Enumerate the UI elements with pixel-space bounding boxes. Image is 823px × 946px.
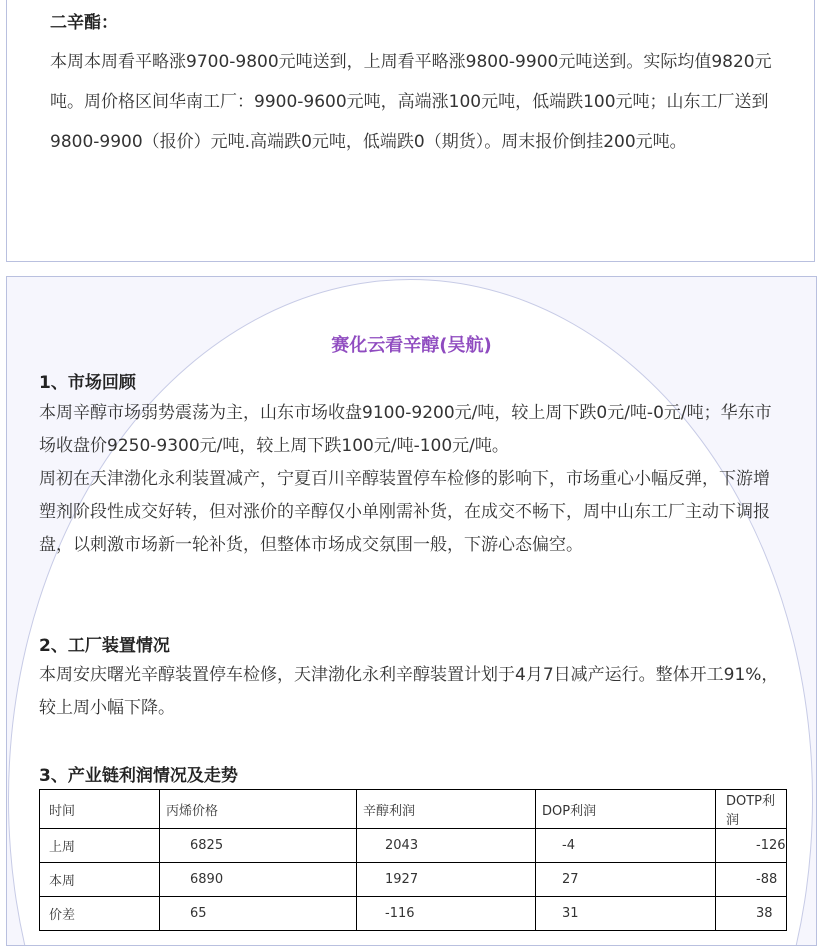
table-cell: 上周 — [40, 829, 160, 863]
dioctyl-ester-body: 本周本周看平略涨9700-9800元吨送到，上周看平略涨9800-9900元吨送到。实际均值9820元吨。周价格区间华南工厂：9900-9600元吨，高端涨100元吨，低端跌100元吨；山东工厂送到9800-9900（报价）元吨.高端跌0元吨，低端跌0（期货）。周末报价倒挂200元吨。 — [50, 52, 772, 152]
plant-status-heading: 2、工厂装置情况 — [39, 636, 170, 656]
table-cell: 价差 — [40, 897, 160, 931]
table-cell: 6890 — [160, 863, 357, 897]
table-cell: 本周 — [40, 863, 160, 897]
table-cell: 2043 — [357, 829, 536, 863]
table-cell: -116 — [357, 897, 536, 931]
table-cell: 38 — [716, 897, 787, 931]
table-cell: 1927 — [357, 863, 536, 897]
table-cell: 27 — [536, 863, 716, 897]
header-cell-dop: DOP利润 — [536, 790, 716, 829]
table-cell: 31 — [536, 897, 716, 931]
table-row — [40, 863, 787, 897]
dioctyl-ester-card — [6, 0, 815, 262]
market-review-para-2: 周初在天津渤化永利装置减产，宁夏百川辛醇装置停车检修的影响下，市场重心小幅反弹，下游增塑剂阶段性成交好转，但对涨价的辛醇仅小单刚需补货，在成交不畅下，周中山东工厂主动下调报盘，以刺激市场新一轮补货，但整体市场成交氛围一般，下游心态偏空。 — [39, 469, 770, 555]
octanol-card — [6, 276, 817, 946]
table-header-row — [40, 790, 787, 829]
header-cell-time: 时间 — [40, 790, 160, 829]
profit-table — [39, 789, 787, 931]
table-cell: -126 — [716, 829, 787, 863]
table-cell: 6825 — [160, 829, 357, 863]
dioctyl-ester-title: 二辛酯： — [50, 13, 118, 33]
market-review-heading: 1、市场回顾 — [39, 373, 136, 393]
octanol-card-title: 赛化云看辛醇(吴航) — [331, 335, 492, 356]
table-cell: 65 — [160, 897, 357, 931]
plant-status-para: 本周安庆曙光辛醇装置停车检修，天津渤化永利辛醇装置计划于4月7日减产运行。整体开工91%，较上周小幅下降。 — [39, 665, 779, 718]
profit-heading: 3、产业链利润情况及走势 — [39, 766, 238, 786]
table-cell: -88 — [716, 863, 787, 897]
market-review-para-1: 本周辛醇市场弱势震荡为主，山东市场收盘9100-9200元/吨，较上周下跌0元/吨-0元/吨；华东市场收盘价9250-9300元/吨，较上周下跌100元/吨-100元/吨。 — [39, 403, 772, 456]
table-row — [40, 897, 787, 931]
table-cell: -4 — [536, 829, 716, 863]
header-cell-octanol: 辛醇利润 — [357, 790, 536, 829]
table-row — [40, 829, 787, 863]
header-cell-dotp: DOTP利润 — [716, 790, 787, 829]
header-cell-propylene: 丙烯价格 — [160, 790, 357, 829]
